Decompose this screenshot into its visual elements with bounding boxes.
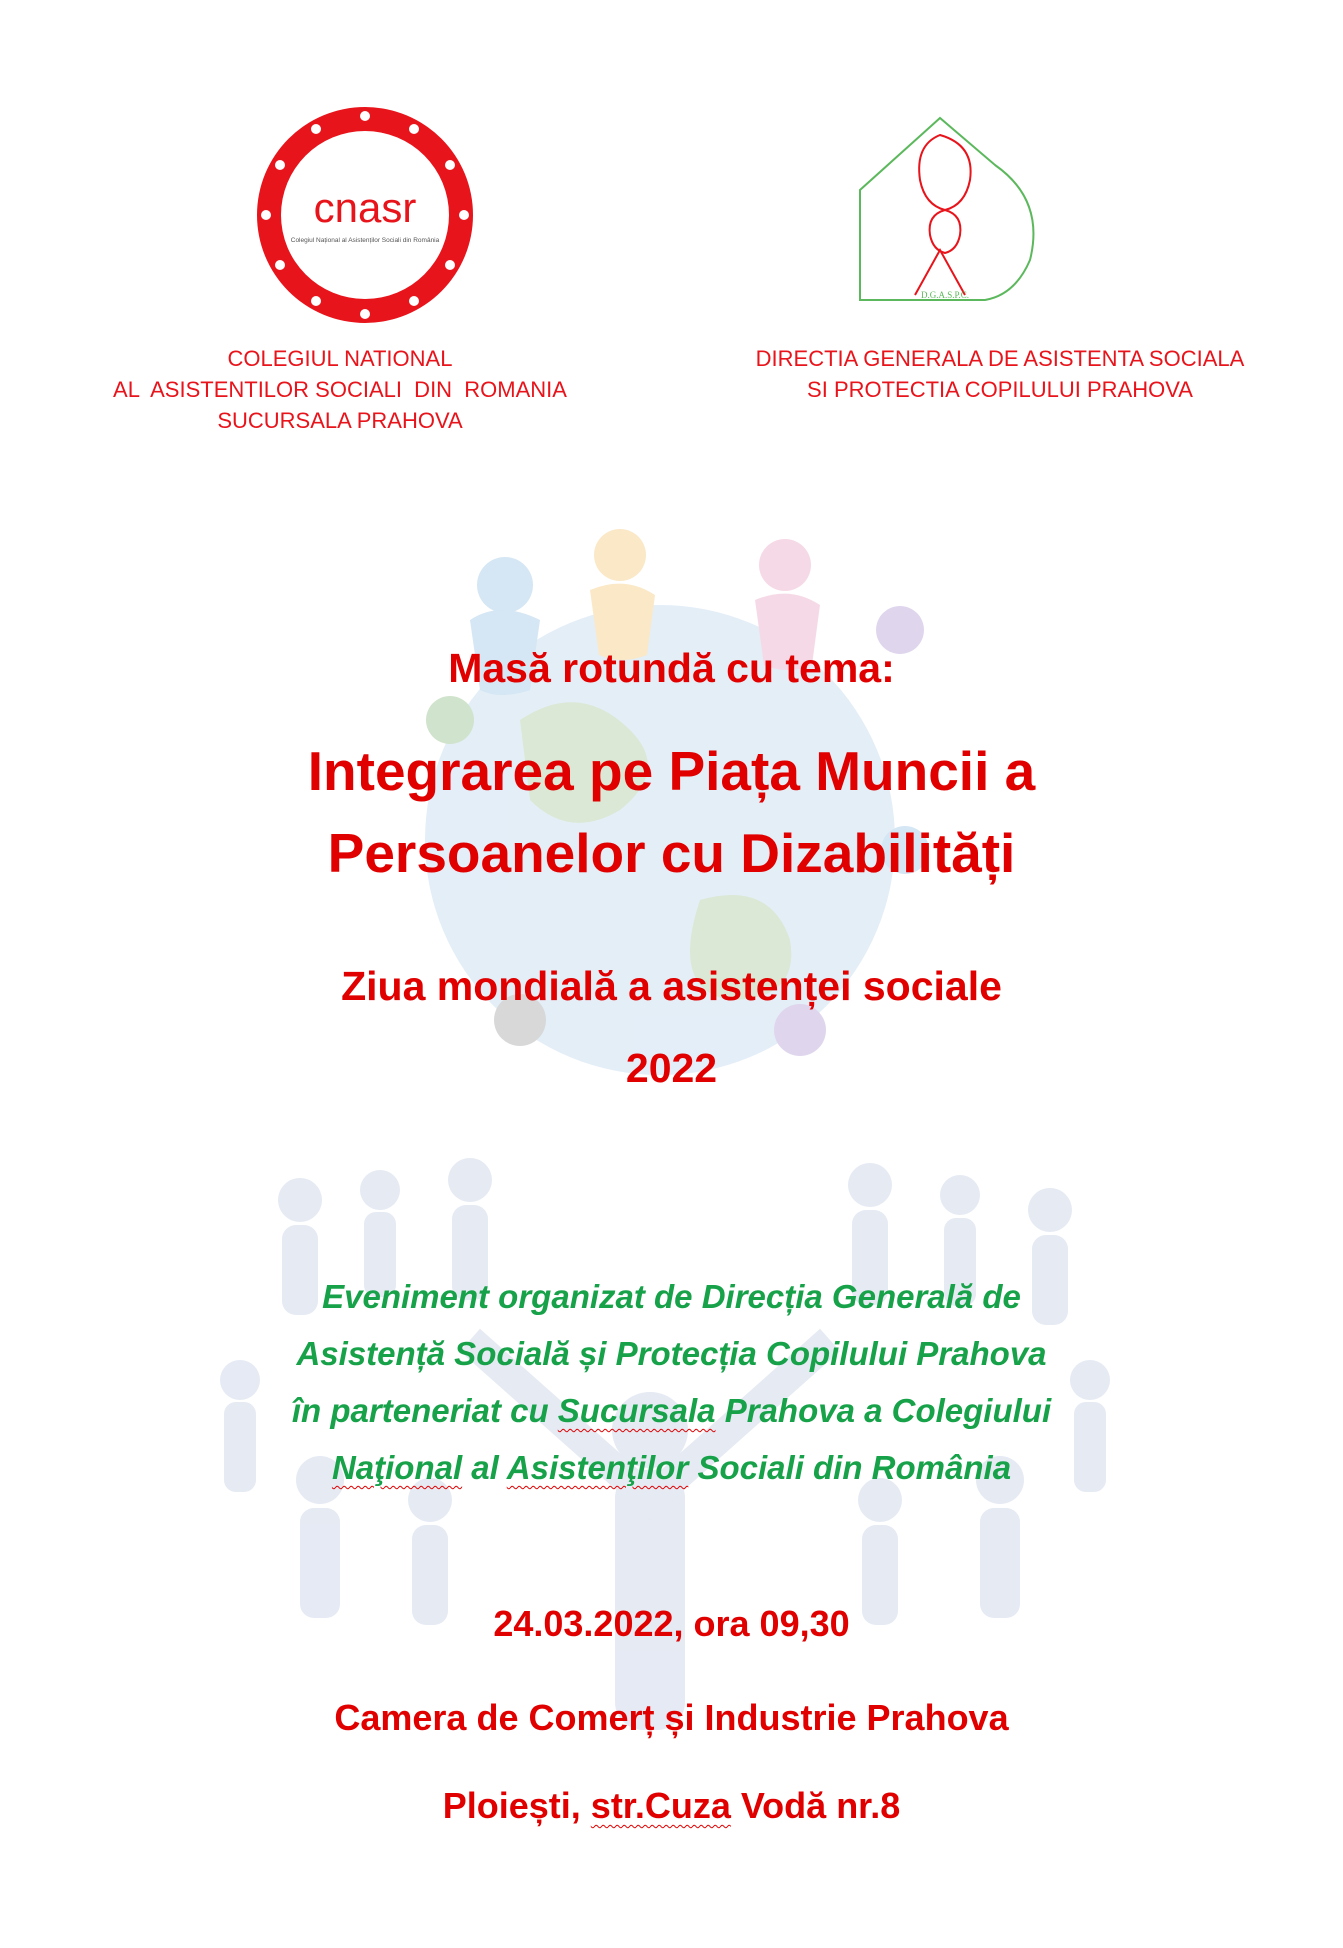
dgaspc-wordmark: D.G.A.S.P.C. <box>920 290 970 300</box>
organizer-line1: Eveniment organizat de Direcția Generală de <box>322 1278 1021 1315</box>
cnasr-logo <box>250 100 480 330</box>
org-dgaspc-line2: SI PROTECTIA COPILULUI PRAHOVA <box>807 377 1193 402</box>
cnasr-subtitle: Colegiul Național al Asistenților Sociali din România <box>290 237 440 244</box>
main-title-line1: Integrarea pe Piața Muncii a <box>307 740 1036 802</box>
event-venue: Camera de Comerț și Industrie Prahova <box>334 1697 1009 1738</box>
subtitle <box>0 945 1343 1109</box>
cnasr-wordmark: cnasr <box>313 184 417 231</box>
organizer-line4 <box>150 1439 1193 1496</box>
organizer-line4-d: Sociali din România <box>688 1449 1012 1486</box>
organizer-line2: Asistență Socială și Protecția Copilului Prahova <box>296 1335 1047 1372</box>
org-dgaspc-line1: DIRECTIA GENERALA DE ASISTENTA SOCIALA <box>755 346 1245 371</box>
event-address-b: str.Cuza <box>590 1785 731 1826</box>
event-address <box>0 1785 1343 1827</box>
organizer-line3-a: în parteneriat cu <box>291 1392 558 1429</box>
organizer-line4-a: Naţional <box>331 1449 463 1486</box>
org-cnasr-line2: AL ASISTENTILOR SOCIALI DIN ROMANIA <box>113 377 567 402</box>
organizer-line3-c: Prahova a Colegiului <box>715 1392 1052 1429</box>
dgaspc-logo <box>845 110 1045 310</box>
organizer-paragraph <box>150 1268 1193 1496</box>
subtitle-line1: Ziua mondială a asistenței sociale <box>341 963 1002 1009</box>
org-cnasr-line3: SUCURSALA PRAHOVA <box>217 408 463 433</box>
org-cnasr-name <box>60 343 620 436</box>
event-address-c: Vodă nr.8 <box>730 1785 901 1826</box>
main-title <box>0 730 1343 894</box>
event-datetime: 24.03.2022, ora 09,30 <box>493 1603 850 1644</box>
org-cnasr-line1: COLEGIUL NATIONAL <box>227 346 453 371</box>
subtitle-year: 2022 <box>625 1045 718 1091</box>
org-dgaspc-name <box>720 343 1280 405</box>
organizer-line4-c: Asistenţilor <box>506 1449 689 1486</box>
event-address-a: Ploiești, <box>442 1785 591 1826</box>
organizer-line3-b: Sucursala <box>557 1392 716 1429</box>
organizer-line3 <box>150 1382 1193 1439</box>
organizer-line4-b: al <box>462 1449 507 1486</box>
main-title-line2: Persoanelor cu Dizabilități <box>327 822 1016 884</box>
intro-heading: Masă rotundă cu tema: <box>448 645 895 691</box>
